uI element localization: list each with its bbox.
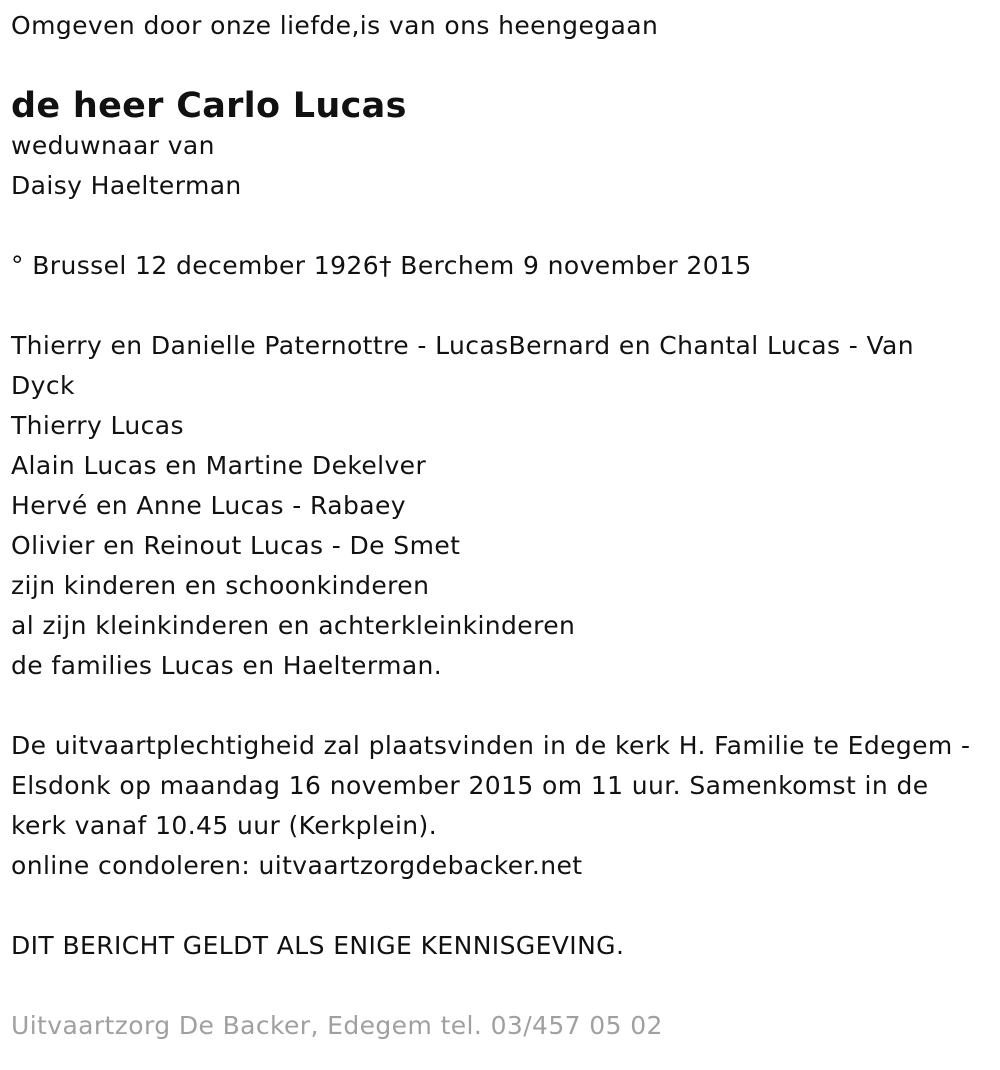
- family-line: Hervé en Anne Lucas - Rabaey: [11, 491, 406, 520]
- spacer: [11, 286, 990, 326]
- spouse-name: Daisy Haelterman: [11, 171, 242, 200]
- family-line: Alain Lucas en Martine Dekelver: [11, 451, 427, 480]
- condolence-text: online condoleren: uitvaartzorgdebacker.net: [11, 851, 583, 880]
- family-line: Olivier en Reinout Lucas - De Smet: [11, 531, 461, 560]
- notice-text: DIT BERICHT GELDT ALS ENIGE KENNISGEVING.: [11, 931, 625, 960]
- family-line: Thierry Lucas: [11, 411, 184, 440]
- funeral-home-footer: Uitvaartzorg De Backer, Edegem tel. 03/457 05 02: [11, 1011, 663, 1040]
- family-line: Thierry en Danielle Paternottre - LucasBernard en Chantal Lucas - Van Dyck: [11, 331, 915, 400]
- spacer: [11, 686, 990, 726]
- relation-label: weduwnaar van: [11, 131, 215, 160]
- intro-text: Omgeven door onze liefde,is van ons heengegaan: [11, 11, 659, 40]
- family-line: al zijn kleinkinderen en achterkleinkinderen: [11, 611, 576, 640]
- deceased-name: de heer Carlo Lucas: [11, 86, 407, 126]
- ceremony-text: De uitvaartplechtigheid zal plaatsvinden in de kerk H. Familie te Edegem - Elsdonk op maandag 16 november 2015 om 11 uur. Samenkomst in de kerk vanaf 10.45 uur (Kerkplein).: [11, 731, 971, 840]
- spacer: [11, 206, 990, 246]
- spacer: [11, 966, 990, 1006]
- family-list: [11, 326, 990, 686]
- family-line: de families Lucas en Haelterman.: [11, 651, 443, 680]
- family-line: zijn kinderen en schoonkinderen: [11, 571, 430, 600]
- birth-death-line: ° Brussel 12 december 1926† Berchem 9 november 2015: [11, 251, 752, 280]
- spacer: [11, 886, 990, 926]
